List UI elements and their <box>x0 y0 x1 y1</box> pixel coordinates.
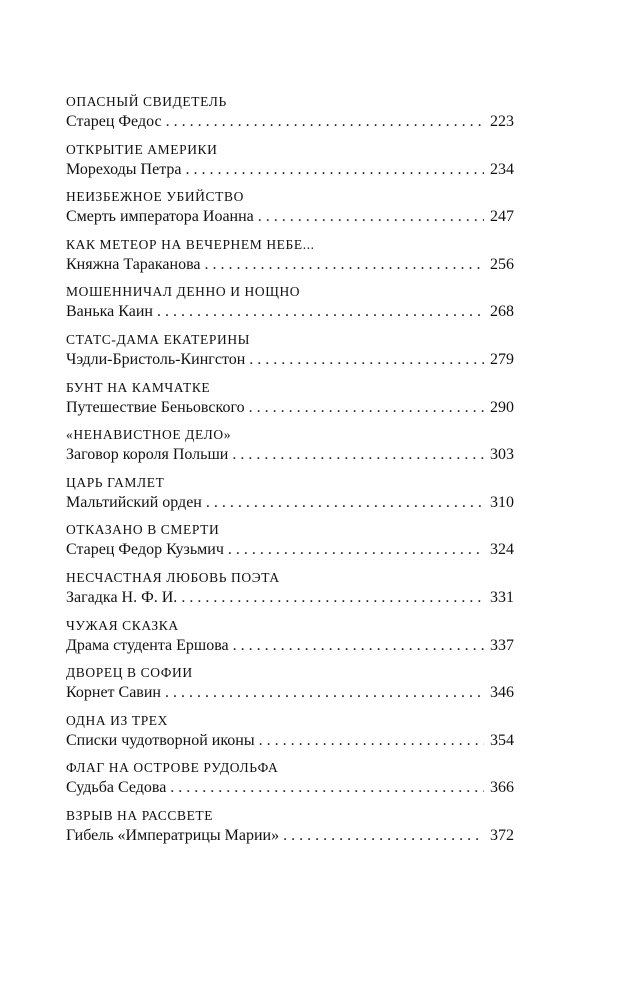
dot-leader <box>166 111 484 133</box>
toc-entry <box>66 662 514 710</box>
chapter-title: Смерть императора Иоанна <box>66 208 254 226</box>
toc-line <box>66 301 514 323</box>
toc-line <box>66 492 514 514</box>
dot-leader <box>170 777 484 799</box>
toc-entry <box>66 424 514 472</box>
chapter-title: Мальтийский орден <box>66 493 202 511</box>
chapter-title: Корнет Савин <box>66 684 161 702</box>
toc-entry <box>66 710 514 758</box>
page-number: 290 <box>490 398 514 416</box>
section-heading: СТАТС-ДАМА ЕКАТЕРИНЫ <box>66 331 251 347</box>
chapter-title: Ванька Каин <box>66 303 153 321</box>
table-of-contents <box>66 91 514 853</box>
toc-line <box>66 444 514 466</box>
section-heading: ДВОРЕЦ В СОФИИ <box>66 665 193 681</box>
toc-line <box>66 635 514 657</box>
section-heading: ФЛАГ НА ОСТРОВЕ РУДОЛЬФА <box>66 760 279 776</box>
toc-line <box>66 587 514 609</box>
dot-leader <box>206 492 484 514</box>
section-heading: КАК МЕТЕОР НА ВЕЧЕРНЕМ НЕБЕ... <box>66 236 315 252</box>
section-heading: ЧУЖАЯ СКАЗКА <box>66 617 179 633</box>
section-heading: МОШЕННИЧАЛ ДЕННО И НОЩНО <box>66 284 301 300</box>
dot-leader <box>181 587 484 609</box>
page-number: 324 <box>490 541 514 559</box>
chapter-title: Мореходы Петра <box>66 160 182 178</box>
page-number: 366 <box>490 779 514 797</box>
toc-entry <box>66 91 514 139</box>
chapter-title: Гибель «Императрицы Марии» <box>66 826 280 844</box>
toc-line <box>66 206 514 228</box>
section-heading: «НЕНАВИСТНОЕ ДЕЛО» <box>66 427 232 443</box>
page-number: 279 <box>490 350 514 368</box>
page-number: 310 <box>490 493 514 511</box>
page-number: 303 <box>490 446 514 464</box>
toc-line <box>66 682 514 704</box>
toc-line <box>66 825 514 847</box>
chapter-title: Старец Федос <box>66 113 162 130</box>
toc-entry <box>66 757 514 805</box>
page-number: 331 <box>490 588 514 606</box>
toc-entry <box>66 186 514 234</box>
toc-entry <box>66 377 514 425</box>
page-number: 247 <box>490 208 514 226</box>
toc-line <box>66 111 514 133</box>
chapter-title: Старец Федор Кузьмич <box>66 541 224 559</box>
section-heading: ОТКАЗАНО В СМЕРТИ <box>66 522 220 538</box>
chapter-title: Списки чудотворной иконы <box>66 731 255 749</box>
chapter-title: Загадка Н. Ф. И. <box>66 588 178 606</box>
page-number: 372 <box>490 826 514 844</box>
section-heading: НЕИЗБЕЖНОЕ УБИЙСТВО <box>66 189 244 205</box>
toc-entry <box>66 234 514 282</box>
dot-leader <box>205 254 484 276</box>
chapter-title: Судьба Седова <box>66 779 167 797</box>
page-number: 346 <box>490 684 514 702</box>
toc-line <box>66 539 514 561</box>
toc-entry <box>66 281 514 329</box>
section-heading: ОПАСНЫЙ СВИДЕТЕЛЬ <box>66 94 227 109</box>
dot-leader <box>258 206 484 228</box>
chapter-title: Заговор короля Польши <box>66 446 229 464</box>
dot-leader <box>259 730 484 752</box>
toc-entry <box>66 139 514 187</box>
toc-line <box>66 254 514 276</box>
dot-leader <box>249 349 484 371</box>
page-number: 337 <box>490 636 514 654</box>
page-number: 256 <box>490 255 514 273</box>
section-heading: ОТКРЫТИЕ АМЕРИКИ <box>66 141 218 157</box>
dot-leader <box>232 444 484 466</box>
page-number: 223 <box>490 113 514 130</box>
page-number: 354 <box>490 731 514 749</box>
dot-leader <box>185 159 484 181</box>
toc-line <box>66 777 514 799</box>
section-heading: ЦАРЬ ГАМЛЕТ <box>66 474 165 490</box>
toc-entry <box>66 567 514 615</box>
chapter-title: Чэдли-Бристоль-Кингстон <box>66 350 246 368</box>
chapter-title: Путешествие Беньовского <box>66 398 245 416</box>
dot-leader <box>249 397 484 419</box>
section-heading: ВЗРЫВ НА РАССВЕТЕ <box>66 807 214 823</box>
toc-entry <box>66 329 514 377</box>
toc-entry <box>66 472 514 520</box>
toc-line <box>66 730 514 752</box>
page-number: 268 <box>490 303 514 321</box>
chapter-title: Княжна Тараканова <box>66 255 201 273</box>
dot-leader <box>233 635 484 657</box>
dot-leader <box>165 682 484 704</box>
dot-leader <box>228 539 484 561</box>
chapter-title: Драма студента Ершова <box>66 636 229 654</box>
toc-line <box>66 349 514 371</box>
dot-leader <box>157 301 484 323</box>
toc-entry <box>66 519 514 567</box>
toc-line <box>66 159 514 181</box>
section-heading: БУНТ НА КАМЧАТКЕ <box>66 379 211 395</box>
page-number: 234 <box>490 160 514 178</box>
toc-entry <box>66 615 514 663</box>
toc-line <box>66 397 514 419</box>
section-heading: ОДНА ИЗ ТРЕХ <box>66 712 168 728</box>
section-heading: НЕСЧАСТНАЯ ЛЮБОВЬ ПОЭТА <box>66 569 280 585</box>
toc-entry <box>66 805 514 853</box>
dot-leader <box>283 825 484 847</box>
